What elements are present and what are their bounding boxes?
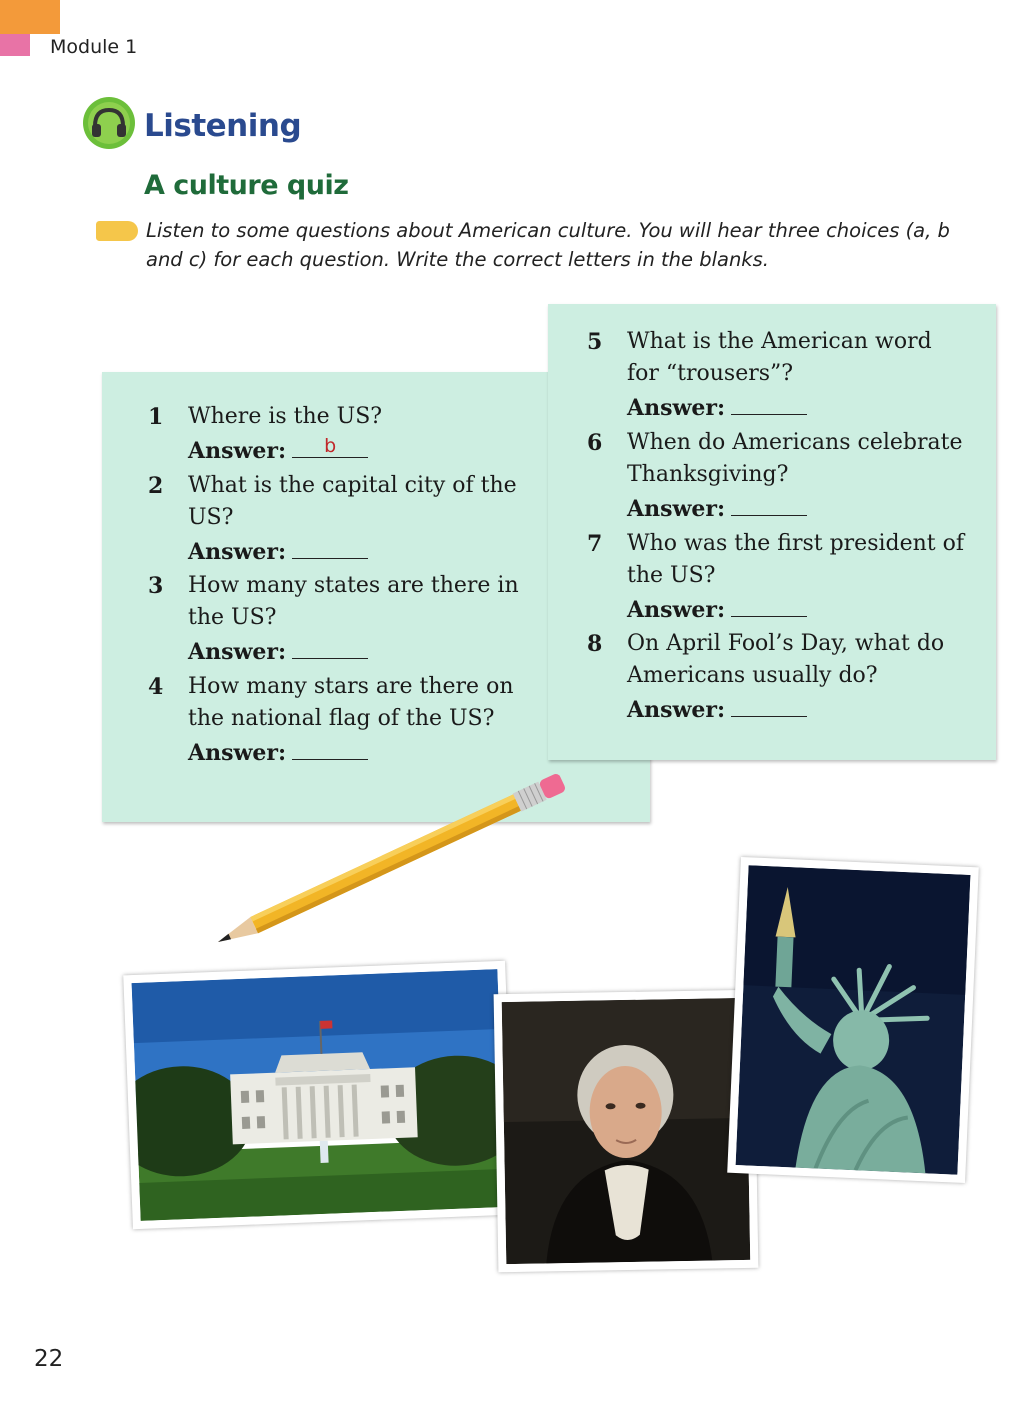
answer-row bbox=[188, 636, 368, 668]
question-8 bbox=[587, 628, 987, 728]
question-text: What is the American word bbox=[627, 329, 932, 354]
module-label: Module 1 bbox=[50, 36, 138, 58]
question-number: 3 bbox=[148, 573, 164, 599]
answer-label: Answer: bbox=[188, 639, 287, 665]
question-5 bbox=[587, 326, 987, 426]
question-number: 6 bbox=[587, 430, 603, 456]
answer-row bbox=[627, 392, 807, 424]
question-text-line2: for “trousers”? bbox=[627, 361, 794, 386]
question-text: Where is the US? bbox=[188, 404, 383, 429]
answer-row bbox=[627, 694, 807, 726]
instruction-marker bbox=[96, 221, 138, 241]
question-text: On April Fool’s Day, what do bbox=[627, 631, 945, 656]
question-number: 4 bbox=[148, 674, 164, 700]
question-7 bbox=[587, 528, 987, 628]
answer-label: Answer: bbox=[188, 539, 287, 565]
answer-label: Answer: bbox=[627, 496, 726, 522]
statue-of-liberty-photo bbox=[727, 857, 979, 1183]
headphones-icon bbox=[82, 96, 136, 150]
answer-blank[interactable] bbox=[731, 493, 807, 516]
answer-label: Answer: bbox=[188, 740, 287, 766]
question-2 bbox=[148, 470, 548, 570]
page-number: 22 bbox=[34, 1346, 64, 1372]
answer-blank[interactable] bbox=[292, 636, 368, 659]
answer-blank[interactable] bbox=[731, 694, 807, 717]
pencil-icon bbox=[218, 770, 608, 950]
question-text: What is the capital city of the bbox=[188, 473, 517, 498]
answer-row bbox=[627, 493, 807, 525]
answer-blank[interactable] bbox=[731, 594, 807, 617]
question-6 bbox=[587, 427, 987, 527]
question-text: When do Americans celebrate bbox=[627, 430, 963, 455]
answer-blank[interactable] bbox=[292, 737, 368, 760]
question-text-line2: Thanksgiving? bbox=[627, 462, 789, 487]
question-1 bbox=[148, 401, 548, 471]
white-house-photo bbox=[123, 961, 514, 1229]
answer-row bbox=[188, 435, 368, 467]
question-text-line2: US? bbox=[188, 505, 234, 530]
section-title: Listening bbox=[144, 108, 302, 144]
answer-blank[interactable] bbox=[731, 392, 807, 415]
question-number: 8 bbox=[587, 631, 603, 657]
question-text-line2: the US? bbox=[188, 605, 277, 630]
question-number: 1 bbox=[148, 404, 164, 430]
answer-blank[interactable] bbox=[292, 536, 368, 559]
answer-label: Answer: bbox=[627, 395, 726, 421]
question-number: 5 bbox=[587, 329, 603, 355]
question-4 bbox=[148, 671, 568, 771]
answer-blank[interactable] bbox=[292, 435, 368, 458]
corner-tab-pink bbox=[0, 34, 30, 56]
answer-label: Answer: bbox=[188, 438, 287, 464]
section-subtitle: A culture quiz bbox=[144, 170, 349, 201]
answer-value: b bbox=[324, 435, 337, 457]
answer-row bbox=[188, 737, 368, 769]
answer-label: Answer: bbox=[627, 597, 726, 623]
question-text: How many stars are there on bbox=[188, 674, 514, 699]
answer-row bbox=[188, 536, 368, 568]
question-text-line2: Americans usually do? bbox=[627, 663, 878, 688]
question-text: How many states are there in bbox=[188, 573, 519, 598]
answer-label: Answer: bbox=[627, 697, 726, 723]
george-washington-portrait bbox=[494, 990, 759, 1272]
answer-row bbox=[627, 594, 807, 626]
instructions-text: Listen to some questions about American culture. You will hear three choices (a, b and c) for each question. Write the correct letters in the blanks. bbox=[146, 219, 950, 271]
question-3 bbox=[148, 570, 548, 670]
question-number: 2 bbox=[148, 473, 164, 499]
question-text: Who was the first president of bbox=[627, 531, 965, 556]
question-number: 7 bbox=[587, 531, 603, 557]
question-text-line2: the US? bbox=[627, 563, 716, 588]
question-text-line2: the national flag of the US? bbox=[188, 706, 495, 731]
corner-tab-orange bbox=[0, 0, 60, 34]
